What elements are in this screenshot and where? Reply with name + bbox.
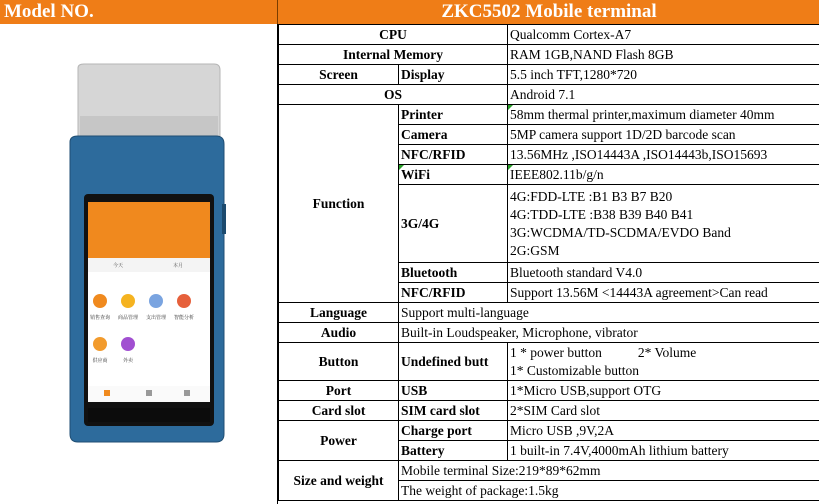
wifi-value: IEEE802.11b/g/n: [508, 165, 819, 185]
table-row: [279, 25, 819, 45]
tab-label: 今天: [112, 263, 124, 269]
nfc2-label: NFC/RFID: [399, 283, 508, 303]
app-label: 销售查询: [89, 315, 111, 321]
bluetooth-label: Bluetooth: [399, 263, 508, 283]
usb-value: 1*Micro USB,support OTG: [508, 381, 819, 401]
home-nav-icon: [104, 390, 110, 396]
table-row: [279, 85, 819, 105]
camera-label: Camera: [399, 125, 508, 145]
cpu-label: CPU: [279, 25, 508, 45]
sim-slot-label: SIM card slot: [399, 401, 508, 421]
table-row: [279, 381, 819, 401]
cpu-value: Qualcomm Cortex-A7: [508, 25, 819, 45]
nfc-label: NFC/RFID: [399, 145, 508, 165]
audio-value: Built-in Loudspeaker, Microphone, vibrator: [399, 323, 819, 343]
printer-label: Printer: [399, 105, 508, 125]
button-line: 1* Customizable button: [510, 362, 639, 378]
side-button: [222, 204, 226, 234]
battery-value: 1 built-in 7.4V,4000mAh lithium battery: [508, 441, 819, 461]
power-label: Power: [279, 421, 399, 461]
function-label: Function: [279, 105, 399, 303]
app-label: 外卖: [122, 358, 134, 364]
os-value: Android 7.1: [508, 85, 819, 105]
table-row: [279, 323, 819, 343]
table-row: [279, 461, 819, 481]
button-value: [508, 343, 819, 381]
network-label: 3G/4G: [399, 185, 508, 263]
charge-port-label: Charge port: [399, 421, 508, 441]
battery-label: Battery: [399, 441, 508, 461]
usb-label: USB: [399, 381, 508, 401]
charge-port-value: Micro USB ,9V,2A: [508, 421, 819, 441]
audio-label: Audio: [279, 323, 399, 343]
product-photo: [0, 24, 278, 504]
network-line: 2G:GSM: [510, 242, 560, 258]
power-button-text: 1 * power button: [510, 344, 602, 360]
button-label: Button: [279, 343, 399, 381]
table-row: [279, 105, 819, 125]
model-no-label: Model NO.: [0, 0, 278, 24]
network-value: [508, 185, 819, 263]
device-illustration: [0, 24, 278, 504]
table-row: [279, 45, 819, 65]
title-bar: [0, 0, 819, 24]
screen-label: Screen: [279, 65, 399, 85]
language-label: Language: [279, 303, 399, 323]
size-value: Mobile terminal Size:219*89*62mm: [399, 461, 819, 481]
bluetooth-value: Bluetooth standard V4.0: [508, 263, 819, 283]
volume-button-text: 2* Volume: [637, 344, 697, 360]
card-slot-label: Card slot: [279, 401, 399, 421]
wifi-label: WiFi: [399, 165, 508, 185]
port-label: Port: [279, 381, 399, 401]
printer-value: 58mm thermal printer,maximum diameter 40mm: [508, 105, 819, 125]
spec-table: [278, 24, 819, 501]
language-value: Support multi-language: [399, 303, 819, 323]
network-line: 4G:TDD-LTE :B38 B39 B40 B41: [510, 206, 694, 222]
weight-value: The weight of package:1.5kg: [399, 481, 819, 501]
os-label: OS: [279, 85, 508, 105]
size-weight-label: Size and weight: [279, 461, 399, 501]
app-label: 供应商: [92, 358, 108, 364]
table-row: [279, 421, 819, 441]
network-line: 4G:FDD-LTE :B1 B3 B7 B20: [510, 188, 673, 204]
undefined-button-label: Undefined butt: [399, 343, 508, 381]
nfc-value: 13.56MHz ,ISO14443A ,ISO14443b,ISO15693: [508, 145, 819, 165]
app-label: 商品管理: [117, 315, 139, 321]
camera-value: 5MP camera support 1D/2D barcode scan: [508, 125, 819, 145]
tab-label: 本月: [172, 263, 184, 269]
app-label: 支出管理: [145, 315, 167, 321]
sim-slot-value: 2*SIM Card slot: [508, 401, 819, 421]
table-row: [279, 401, 819, 421]
table-row: [279, 303, 819, 323]
button-line: [510, 344, 817, 362]
table-row: [279, 65, 819, 85]
memory-value: RAM 1GB,NAND Flash 8GB: [508, 45, 819, 65]
memory-label: Internal Memory: [279, 45, 508, 65]
table-row: [279, 343, 819, 381]
network-line: 3G:WCDMA/TD-SCDMA/EVDO Band: [510, 224, 731, 240]
model-title: ZKC5502 Mobile terminal: [441, 1, 657, 22]
display-value: 5.5 inch TFT,1280*720: [508, 65, 819, 85]
app-label: 智能分析: [173, 315, 195, 321]
display-label: Display: [399, 65, 508, 85]
orders-nav-icon: [146, 390, 152, 396]
nfc2-value: Support 13.56M <14443A agreement>Can read: [508, 283, 819, 303]
profile-nav-icon: [184, 390, 190, 396]
